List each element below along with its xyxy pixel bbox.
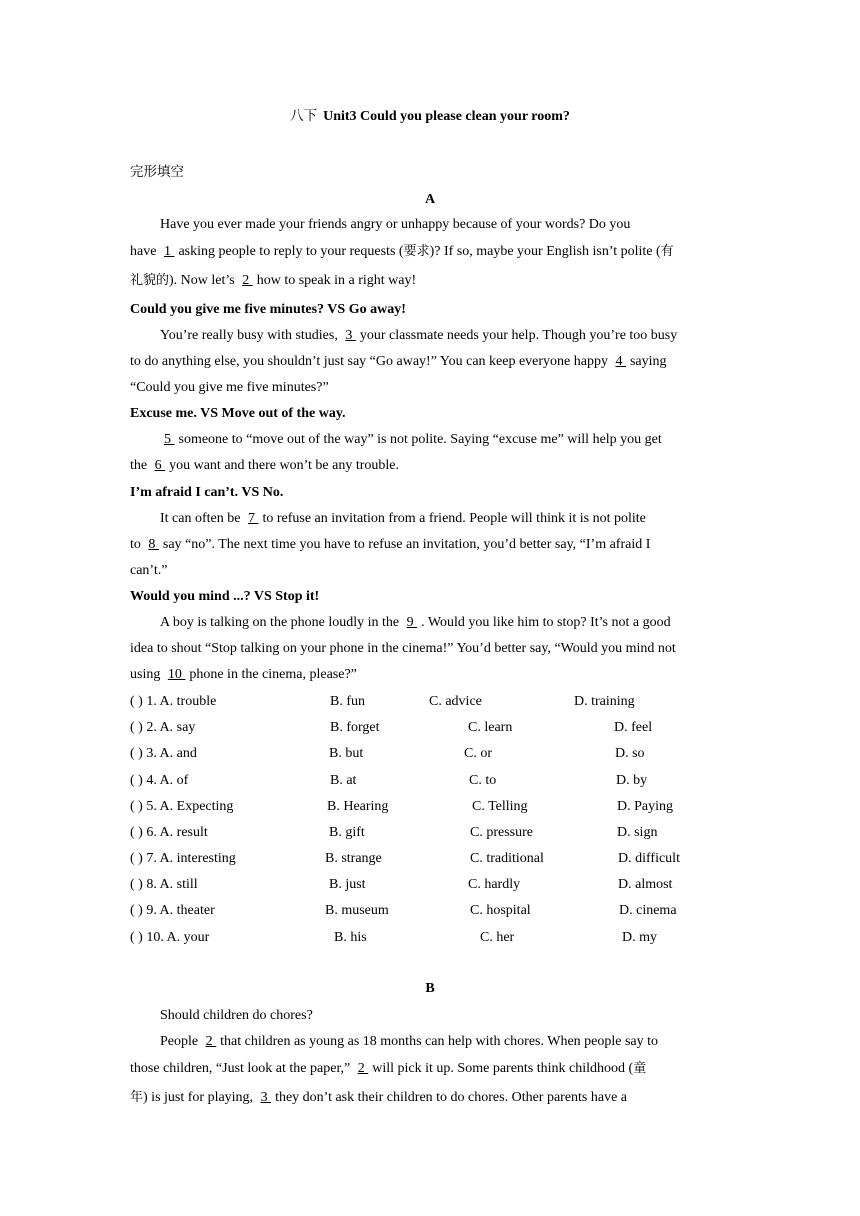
option-b: B. his (334, 930, 367, 945)
subheading: Would you mind ...? VS Stop it! (130, 589, 320, 604)
option-c: C. Telling (472, 799, 528, 814)
subheading: Could you give me five minutes? VS Go away! (130, 302, 406, 317)
passage-a-line: Have you ever made your friends angry or unhappy because of your words? Do you (160, 217, 631, 232)
question-stem: ( ) 6. A. result (130, 825, 208, 840)
blank-3: 3 (345, 328, 356, 343)
option-b: B. strange (325, 851, 382, 866)
passage-a-line: using 10 phone in the cinema, please?” (130, 667, 357, 682)
blank-2: 2 (242, 273, 253, 288)
passage-a-line: the 6 you want and there won’t be any trouble. (130, 458, 400, 473)
question-stem: ( ) 1. A. trouble (130, 694, 217, 709)
blank-b: 3 (260, 1090, 272, 1105)
blank-b: 2 (357, 1061, 369, 1076)
option-b: B. Hearing (327, 799, 389, 814)
option-b: B. gift (329, 825, 365, 840)
passage-a-line: 礼貌的). Now let’s 2 how to speak in a right way! (130, 273, 417, 288)
passage-a-line: “Could you give me five minutes?” (130, 380, 329, 395)
option-c: C. or (464, 746, 492, 761)
subheading: Excuse me. VS Move out of the way. (130, 406, 346, 421)
blank-7: 7 (247, 511, 259, 526)
question-stem: ( ) 10. A. your (130, 930, 210, 945)
blank-8: 8 (148, 537, 159, 552)
subheading: I’m afraid I can’t. VS No. (130, 485, 284, 500)
option-d: D. feel (614, 720, 653, 735)
passage-a-line: 5 someone to “move out of the way” is not polite. Saying “excuse me” will help you get (160, 431, 662, 449)
option-d: D. cinema (619, 903, 677, 918)
passage-b-line: 年) is just for playing, 3 they don’t ask their children to do chores. Other parents have a (130, 1090, 628, 1105)
question-stem: ( ) 2. A. say (130, 720, 196, 735)
option-d: D. by (616, 773, 648, 788)
blank-b: 2 (205, 1034, 217, 1049)
option-d: D. difficult (618, 851, 680, 866)
option-b: B. just (329, 877, 366, 892)
option-d: D. almost (618, 877, 673, 892)
document-title (0, 104, 860, 125)
question-stem: ( ) 9. A. theater (130, 903, 215, 918)
option-c: C. hardly (468, 877, 521, 892)
title-grade: 八下 (290, 108, 318, 124)
option-c: C. learn (468, 720, 513, 735)
question-stem: ( ) 4. A. of (130, 773, 189, 788)
option-c: C. traditional (470, 851, 544, 866)
blank-6: 6 (154, 458, 166, 473)
option-b: B. forget (330, 720, 380, 735)
question-stem: ( ) 5. A. Expecting (130, 799, 234, 814)
passage-a-line: can’t.” (130, 563, 168, 578)
blank-1: 1 (163, 244, 175, 259)
passage-a-line: to do anything else, you shouldn’t just say “Go away!” You can keep everyone happy 4 saying (130, 354, 667, 369)
part-b-label: B (425, 981, 435, 996)
option-d: D. so (615, 746, 645, 761)
blank-4: 4 (615, 354, 626, 369)
option-d: D. my (622, 930, 657, 945)
part-a-label: A (424, 192, 436, 207)
option-b: B. but (329, 746, 364, 761)
option-c: C. hospital (470, 903, 531, 918)
question-stem: ( ) 8. A. still (130, 877, 198, 892)
blank-10: 10 (167, 667, 186, 682)
blank-9: 9 (406, 615, 418, 630)
option-c: C. her (480, 930, 515, 945)
option-c: C. pressure (470, 825, 533, 840)
blank-5: 5 (164, 432, 175, 447)
option-b: B. museum (325, 903, 389, 918)
passage-a-line: It can often be 7 to refuse an invitation from a friend. People will think it is not polite (160, 511, 646, 526)
passage-a-line: idea to shout “Stop talking on your phone in the cinema!” You’d better say, “Would you mind not (130, 641, 676, 656)
passage-b-title: Should children do chores? (160, 1008, 313, 1023)
section-heading: 完形填空 (130, 164, 184, 180)
option-d: D. sign (617, 825, 658, 840)
passage-a-line: You’re really busy with studies, 3 your classmate needs your help. Though you’re too busy (160, 328, 678, 343)
option-b: B. fun (330, 694, 365, 709)
option-d: D. Paying (617, 799, 673, 814)
question-stem: ( ) 7. A. interesting (130, 851, 236, 866)
passage-a-line: A boy is talking on the phone loudly in the 9 . Would you like him to stop? It’s not a good (160, 615, 671, 630)
question-stem: ( ) 3. A. and (130, 746, 197, 761)
option-d: D. training (574, 694, 635, 709)
option-c: C. to (469, 773, 497, 788)
option-b: B. at (330, 773, 357, 788)
option-c: C. advice (429, 694, 482, 709)
title-unit: Unit3 Could you please clean your room? (323, 109, 570, 124)
passage-a-line: to 8 say “no”. The next time you have to refuse an invitation, you’d better say, “I’m afraid I (130, 537, 651, 552)
passage-a-line: have 1 asking people to reply to your requests (要求)? If so, maybe your English isn’t polite (有 (130, 244, 674, 259)
passage-b-line: People 2 that children as young as 18 months can help with chores. When people say to (160, 1034, 659, 1049)
passage-b-line: those children, “Just look at the paper,” 2 will pick it up. Some parents think childhood (童 (130, 1061, 647, 1076)
